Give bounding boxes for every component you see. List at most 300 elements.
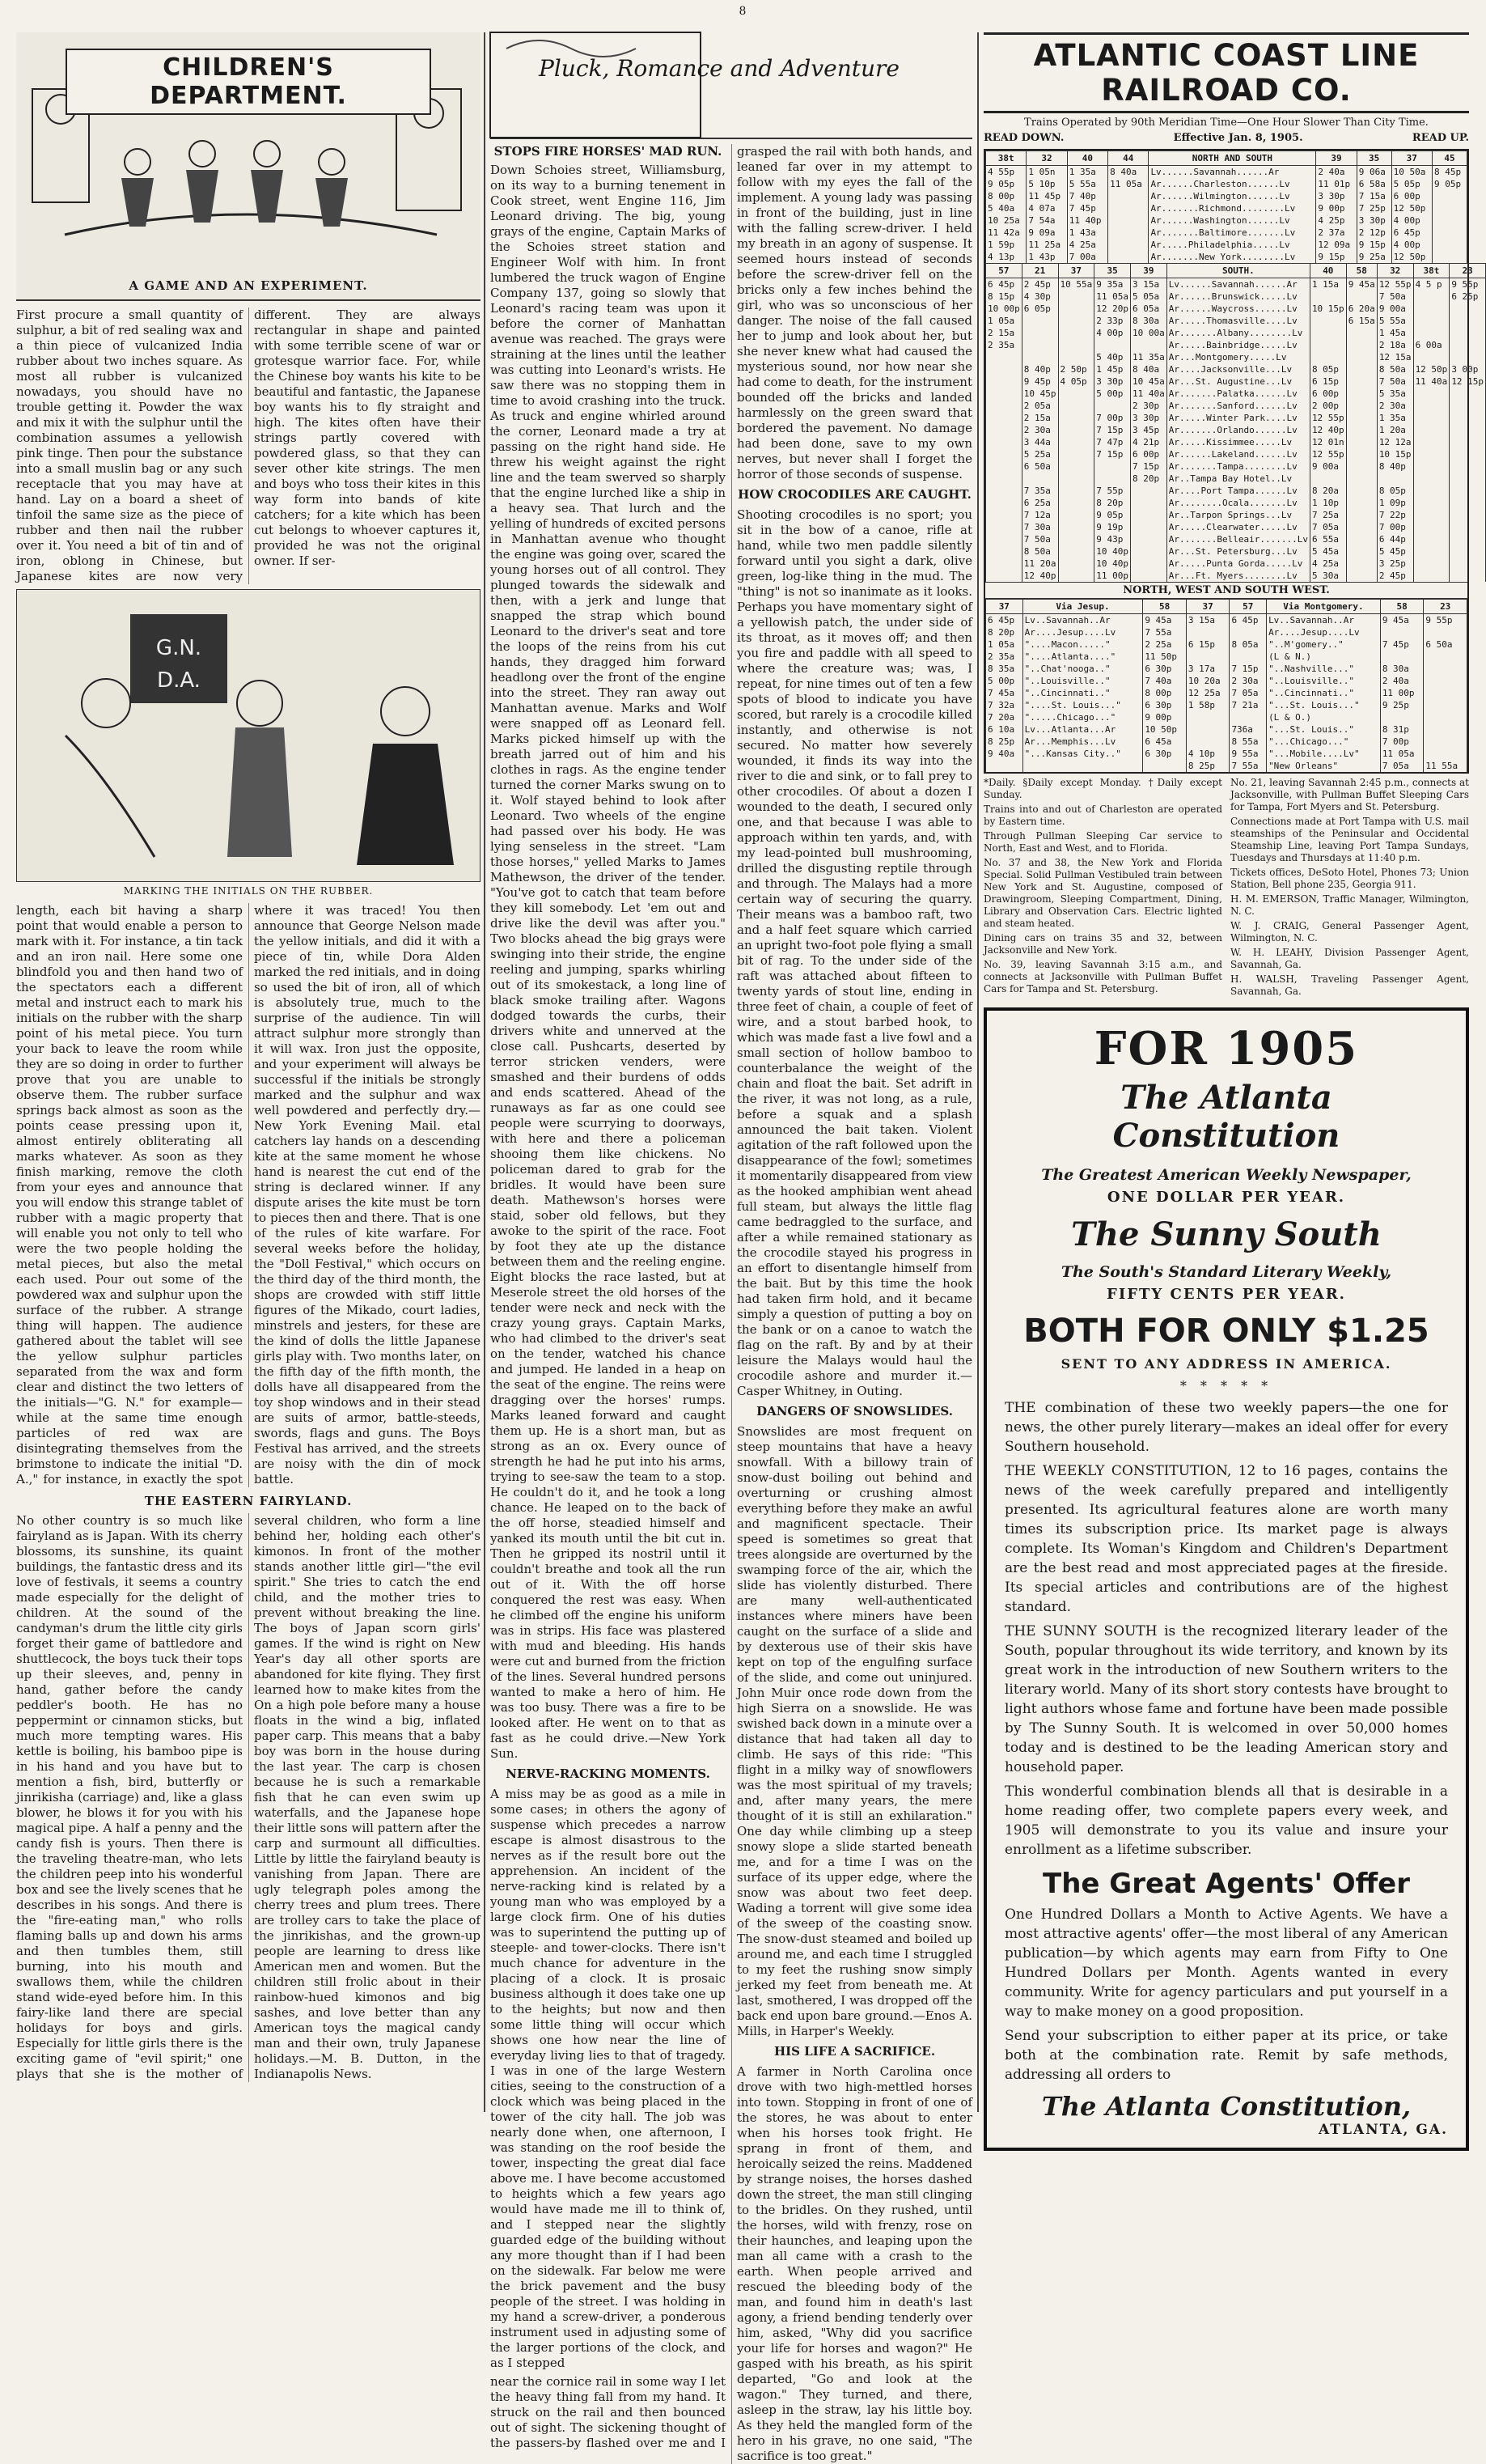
- timetable-time: 8 30a: [1380, 663, 1424, 675]
- timetable-time: [1450, 460, 1486, 473]
- timetable-time: 8 20p: [1094, 497, 1131, 509]
- timetable-time: 3 45p: [1131, 424, 1167, 436]
- timetable-time: [1346, 570, 1377, 582]
- timetable-time: [1450, 509, 1486, 521]
- timetable-time: 3 00p: [1450, 363, 1486, 375]
- timetable-time: 6 15a: [1346, 315, 1377, 327]
- timetable-time: [1346, 448, 1377, 460]
- timetable-station: "..Louisville..": [1022, 675, 1143, 687]
- timetable-time: [986, 460, 1022, 473]
- timetable-column-head: 58: [1346, 264, 1377, 278]
- timetable-time: 8 55a: [1230, 736, 1267, 748]
- timetable-time: [1022, 327, 1058, 339]
- timetable-time: [1413, 412, 1450, 424]
- sacrifice-text: A farmer in North Carolina once drove with two high-mettled horses into town. Stopping in front of one of the stores, he was about to enter when his horses took fright. He sprang in front of them, and heroically seized the reins. Maddened by strange noises, the horses dashed down the street, the man still clinging to the bridles. On they rushed, until the horses, wild with frenzy, rose on their haunches, and leaping upon the man all came with a crash to the earth. When people arrived and rescued the bleeding body of the man, and found him in death's last agony, a friend bending tenderly over him, asked, "Why did you sacrifice your life for horses and wagon?" He gasped with his breath, as his spirit departed, "Go and look at the wagon." They turned, and there, asleep in the straw, lay his little boy. As they held the mangled form of the hero in his grave, no one said, "The sacrifice is too great.": [737, 2064, 972, 2463]
- timetable-time: 6 45p: [986, 278, 1022, 291]
- timetable-time: [1346, 558, 1377, 570]
- timetable-time: [1346, 533, 1377, 545]
- timetable-time: 10 40p: [1094, 558, 1131, 570]
- railroad-note: *Daily. §Daily except Monday. †Daily except Sunday.: [984, 777, 1222, 800]
- timetable-time: 2 35a: [986, 651, 1023, 663]
- timetable-time: 1 35a: [1377, 412, 1413, 424]
- timetable-south: [985, 263, 1486, 582]
- timetable-time: 2 05a: [1022, 400, 1058, 412]
- timetable-time: 4 13p: [986, 251, 1027, 263]
- timetable-time: [1346, 400, 1377, 412]
- timetable-time: 9 25p: [1380, 699, 1424, 711]
- timetable-station: Ar....Jacksonville...Lv: [1166, 363, 1310, 375]
- timetable-time: 4 25a: [1067, 239, 1107, 251]
- timetable-row: [986, 485, 1486, 497]
- timetable-time: 11 00p: [1094, 570, 1131, 582]
- timetable-north-south: [985, 151, 1467, 263]
- timetable-station: Ar.......Tampa........Lv: [1166, 460, 1310, 473]
- timetable-time: [1108, 214, 1149, 227]
- game-heading: A GAME AND AN EXPERIMENT.: [129, 278, 368, 293]
- timetable-time: [1450, 533, 1486, 545]
- railroad-note: H. WALSH, Traveling Passenger Agent, Savannah, Ga.: [1230, 973, 1469, 997]
- timetable-time: 6 00p: [1131, 448, 1167, 460]
- timetable-time: 4 10p: [1186, 748, 1230, 760]
- timetable-time: [1346, 339, 1377, 351]
- svg-text:G.N.: G.N.: [155, 636, 202, 660]
- timetable-time: 11 35a: [1131, 351, 1167, 363]
- timetable-time: 7 22p: [1377, 509, 1413, 521]
- timetable-station: Ar.......Sanford......Lv: [1166, 400, 1310, 412]
- timetable-time: [1058, 388, 1094, 400]
- timetable-station: ".....Chicago...": [1022, 711, 1143, 723]
- timetable-time: 8 20p: [1131, 473, 1167, 485]
- timetable-time: [1346, 291, 1377, 303]
- timetable-row: [986, 190, 1467, 202]
- railroad-note: W. J. CRAIG, General Passenger Agent, Wilmington, N. C.: [1230, 920, 1469, 944]
- timetable-time: 9 45a: [1143, 614, 1187, 627]
- timetable-time: 2 15a: [986, 327, 1022, 339]
- timetable-time: [1058, 327, 1094, 339]
- timetable-column-head: 37: [1391, 151, 1432, 166]
- svg-text:D.A.: D.A.: [157, 668, 201, 693]
- timetable-row: [986, 363, 1486, 375]
- timetable-time: 9 55a: [1230, 748, 1267, 760]
- timetable-time: [1432, 239, 1467, 251]
- timetable: [984, 149, 1484, 774]
- timetable-time: 2 00p: [1310, 400, 1346, 412]
- timetable-time: 1 20a: [1377, 424, 1413, 436]
- ad-body-4: This wonderful combination blends all that is desirable in a home reading offer, two complete papers every week, and 1905 will demonstrate to you its value and insure your enrollment as a lifetime subscriber.: [1005, 1783, 1448, 1858]
- timetable-time: [1058, 460, 1094, 473]
- timetable-time: 2 30a: [1022, 424, 1058, 436]
- timetable-column-head: 37: [986, 600, 1023, 614]
- timetable-time: "New Orleans": [1267, 760, 1381, 772]
- timetable-time: [1424, 723, 1467, 736]
- timetable-row: [986, 412, 1486, 424]
- timetable-time: [1450, 424, 1486, 436]
- timetable-time: [1346, 460, 1377, 473]
- childrens-department-column: [16, 32, 481, 2120]
- timetable-row: [986, 497, 1486, 509]
- timetable-time: 5 55a: [1377, 315, 1413, 327]
- timetable-time: [1424, 687, 1467, 699]
- timetable-time: 7 47p: [1094, 436, 1131, 448]
- timetable-time: 7 00p: [1380, 736, 1424, 748]
- timetable-time: [1108, 227, 1149, 239]
- timetable-time: 6 55a: [1310, 533, 1346, 545]
- timetable-time: [1094, 339, 1131, 351]
- timetable-time: [1450, 521, 1486, 533]
- timetable-time: [1346, 375, 1377, 388]
- fairyland-text: No other country is so much like fairyland as is Japan. With its cherry blossoms, its sunshine, its quaint buildings, the fantastic dress and its love of festivals, it seems a country made especially for the delight of children. At the sound of the candyman's drum the little city girls forget their game of battledore and shuttlecock, the boys tuck their tops up their sleeves, and, penny in hand, gather before the candy peddler's booth. He has no peppermint or cinnamon sticks, but much more tempting wares. His kettle is boiling, his bamboo pipe is in his hand and you have but to mention a fish, bird, butterfly or jinrikisha (carriage) and, like a glass blower, he blows it for you with his magical pipe. A half a penny and the candy fish is yours. Then there is the traveling theatre-man, who lets the children peep into his wonderful box and see the lively scenes that he describes in his songs. And there is the "fire-eating man," who rolls flaming balls up and down his arms and then tumbles them, still burning, into his mouth and swallows them, while the children stand wide-eyed before him. In this fairy-like land there are special holidays for boys and girls. Especially for little girls there is the exciting game of "evil spirit;" one plays that she is the mother of several children, who form a line behind her, holding each other's kimonos. In front of the mother stands another little girl—"the evil spirit." She tries to catch the end child, and the mother tries to prevent without breaking the line. The boys of Japan scorn girls' games. If the wind is right on New Year's day all other sports are abandoned for kite flying. They first learned how to make kites from the On a high pole before many a house floats in the wind a big, inflated paper carp. This means that a baby boy was born in the house during the last year. The carp is chosen because he is such a remarkable fish that he can even swim up waterfalls, and the Japanese hope their little sons will pattern after the carp and surmount all difficulties. Little by little the fairyland beauty is vanishing from Japan. There are ugly telegraph poles among the cherry trees and plum trees. There are trolley cars to take the place of the jinrikishas, and the grown-up people are learning to dress like American men and women. But the children still frolic about in their rainbow-hued kimonos and big sashes, and love better than any American toys the magical candy man and their own, truly Japanese holidays.—M. B. Dutton, in the Indianapolis News.: [16, 1513, 481, 2081]
- timetable-row: [986, 436, 1486, 448]
- timetable-column-head: 23: [1450, 264, 1486, 278]
- timetable-time: 2 30p: [1131, 400, 1167, 412]
- timetable-time: [1310, 291, 1346, 303]
- railroad-note: Dining cars on trains 35 and 32, between Jacksonville and New York.: [984, 932, 1222, 956]
- timetable-time: [1450, 570, 1486, 582]
- timetable-time: 6 00p: [1391, 190, 1432, 202]
- timetable-time: [1131, 485, 1167, 497]
- timetable-time: [1424, 699, 1467, 711]
- timetable-time: 3 15a: [1186, 614, 1230, 627]
- initials-illustration: [16, 589, 481, 882]
- timetable-time: [1413, 545, 1450, 558]
- timetable-row: [986, 570, 1486, 582]
- timetable-time: 10 15p: [1310, 303, 1346, 315]
- timetable-time: 6 45p: [1230, 614, 1267, 627]
- timetable-time: 12 55p: [1377, 278, 1413, 291]
- timetable-time: 6 00a: [1413, 339, 1450, 351]
- timetable-time: 5 45a: [1310, 545, 1346, 558]
- timetable-time: 8 30a: [1131, 315, 1167, 327]
- pluck-romance-body: [490, 144, 972, 2464]
- timetable-station: Ar...Montgomery.....Lv: [1166, 351, 1310, 363]
- timetable-time: 7 54a: [1027, 214, 1067, 227]
- timetable-time: 4 30p: [1022, 291, 1058, 303]
- timetable-time: 2 40a: [1380, 675, 1424, 687]
- timetable-time: 5 40p: [1094, 351, 1131, 363]
- timetable-time: [1413, 351, 1450, 363]
- timetable-time: 3 30p: [1131, 412, 1167, 424]
- timetable-time: 7 45p: [1067, 202, 1107, 214]
- timetable-time: 7 12a: [1022, 509, 1058, 521]
- timetable-station: Lv......Savannah......Ar: [1166, 278, 1310, 291]
- timetable-time: 10 45p: [1022, 388, 1058, 400]
- read-up-label: READ UP.: [1412, 132, 1469, 144]
- rubber-marking-illustration: [17, 590, 480, 881]
- timetable-time: [1346, 363, 1377, 375]
- timetable-time: 1 15a: [1310, 278, 1346, 291]
- timetable-time: [1058, 473, 1094, 485]
- timetable-time: 2 37a: [1316, 227, 1357, 239]
- timetable-time: 7 25p: [1357, 202, 1391, 214]
- timetable-station: Ar..Tampa Bay Hotel..Lv: [1166, 473, 1310, 485]
- timetable-time: [1058, 303, 1094, 315]
- timetable-column-head: 35: [1094, 264, 1131, 278]
- timetable-time: [1058, 351, 1094, 363]
- timetable-time: 7 00p: [1094, 412, 1131, 424]
- timetable-time: [1424, 663, 1467, 675]
- timetable-column-head: 32: [1027, 151, 1067, 166]
- timetable-time: [1131, 521, 1167, 533]
- timetable-time: 12 50p: [1391, 202, 1432, 214]
- timetable-station: Ar....Port Tampa......Lv: [1166, 485, 1310, 497]
- timetable-time: "..M'gomery..": [1267, 638, 1381, 651]
- ad-price-one: ONE DOLLAR PER YEAR.: [1107, 1188, 1346, 1206]
- timetable-time: [1450, 303, 1486, 315]
- ad-signature: The Atlanta Constitution,: [1041, 2090, 1412, 2122]
- timetable-time: 2 40a: [1316, 166, 1357, 179]
- timetable-time: 3 30p: [1357, 214, 1391, 227]
- timetable-time: [986, 473, 1022, 485]
- timetable-column-head: NORTH AND SOUTH: [1149, 151, 1316, 166]
- timetable-time: [1450, 412, 1486, 424]
- effective-date: Effective Jan. 8, 1905.: [1173, 132, 1303, 144]
- timetable-time: [1450, 388, 1486, 400]
- timetable-time: 6 58a: [1357, 178, 1391, 190]
- timetable-time: 4 25a: [1310, 558, 1346, 570]
- crocodiles-heading: HOW CROCODILES ARE CAUGHT.: [738, 487, 972, 502]
- timetable-row: [986, 202, 1467, 214]
- constitution-advertisement: [984, 1007, 1469, 2151]
- timetable-time: "...St. Louis...": [1267, 699, 1381, 711]
- timetable-time: 9 19p: [1094, 521, 1131, 533]
- timetable-time: 9 45a: [1346, 278, 1377, 291]
- timetable-time: [1310, 327, 1346, 339]
- timetable-station: Ar.......Orlando......Lv: [1166, 424, 1310, 436]
- timetable-time: 8 31p: [1380, 723, 1424, 736]
- timetable-time: "..Louisville..": [1267, 675, 1381, 687]
- timetable-time: 11 20a: [1022, 558, 1058, 570]
- timetable-time: 8 00p: [1143, 687, 1187, 699]
- timetable-time: 5 35a: [1377, 388, 1413, 400]
- timetable-time: 6 15p: [1186, 638, 1230, 651]
- timetable-time: 8 45p: [1432, 166, 1467, 179]
- timetable-row: [986, 400, 1486, 412]
- timetable-time: 9 25a: [1357, 251, 1391, 263]
- timetable-time: Ar....Jesup....Lv: [1267, 626, 1381, 638]
- timetable-time: 12 25a: [1186, 687, 1230, 699]
- timetable-time: [1413, 424, 1450, 436]
- ad-stars: * * * * *: [1179, 1377, 1273, 1393]
- ad-agents-body: One Hundred Dollars a Month to Active Agents. We have a most attractive agents' offer—the most liberal of any American publication—by which agents may earn from Fifty to One Hundred Dollars per Month. Agents wanted in every community. Write for agency particulars and put yourself in a way to make money on a good proposition.: [1005, 1906, 1448, 2020]
- timetable-station: "....Atlanta....": [1022, 651, 1143, 663]
- timetable-time: 10 45a: [1131, 375, 1167, 388]
- ad-agents-title: The Great Agents' Offer: [1043, 1867, 1410, 1900]
- timetable-time: [1058, 509, 1094, 521]
- timetable-time: [1413, 509, 1450, 521]
- timetable-time: [1131, 570, 1167, 582]
- timetable-column-head: 58: [1380, 600, 1424, 614]
- timetable-station: Ar...Ft. Myers........Lv: [1166, 570, 1310, 582]
- timetable-row: [986, 448, 1486, 460]
- fairyland-heading: THE EASTERN FAIRYLAND.: [144, 1494, 353, 1508]
- timetable-time: 1 59p: [986, 239, 1027, 251]
- timetable-time: [1346, 473, 1377, 485]
- timetable-time: 8 25p: [986, 736, 1023, 748]
- ad-paper-name: The Atlanta Constitution: [1112, 1078, 1340, 1155]
- timetable-time: [1424, 675, 1467, 687]
- timetable-time: [1058, 448, 1094, 460]
- timetable-time: [1346, 497, 1377, 509]
- timetable-station: Ar.....Clearwater.....Lv: [1166, 521, 1310, 533]
- timetable-time: [1413, 315, 1450, 327]
- timetable-row: [986, 509, 1486, 521]
- timetable-column-head: 37: [1058, 264, 1094, 278]
- pluck-romance-title: Pluck, Romance and Adventure: [539, 55, 900, 82]
- timetable-time: [1058, 315, 1094, 327]
- timetable-row: [986, 699, 1467, 711]
- timetable-time: [1413, 473, 1450, 485]
- timetable-time: 6 10a: [986, 723, 1023, 736]
- timetable-time: 7 55a: [1230, 760, 1267, 772]
- timetable-time: [1346, 327, 1377, 339]
- timetable-time: [1413, 327, 1450, 339]
- timetable-row: [986, 251, 1467, 263]
- timetable-time: [1230, 711, 1267, 723]
- timetable-row: [986, 663, 1467, 675]
- timetable-time: [1346, 424, 1377, 436]
- timetable-time: [1131, 339, 1167, 351]
- timetable-time: [1058, 400, 1094, 412]
- railroad-note: Trains into and out of Charleston are operated by Eastern time.: [984, 804, 1222, 827]
- timetable-time: 4 07a: [1027, 202, 1067, 214]
- timetable-station: Ar.....Philadelphia.....Lv: [1149, 239, 1316, 251]
- pluck-romance-column: [490, 32, 972, 2463]
- railroad-ad-column: [984, 32, 1484, 2138]
- timetable-time: [1413, 533, 1450, 545]
- timetable-time: 11 05a: [1380, 748, 1424, 760]
- timetable-time: 7 05a: [1230, 687, 1267, 699]
- timetable-time: [986, 497, 1022, 509]
- timetable-time: [1346, 436, 1377, 448]
- timetable-time: 5 25a: [1022, 448, 1058, 460]
- timetable-time: 5 05a: [1131, 291, 1167, 303]
- timetable-time: [1108, 251, 1149, 263]
- timetable-time: 7 15p: [1094, 448, 1131, 460]
- timetable-time: [1310, 315, 1346, 327]
- timetable-time: 12 15p: [1450, 375, 1486, 388]
- timetable-station: Ar......Brunswick.....Lv: [1166, 291, 1310, 303]
- timetable-time: 4 00p: [1094, 327, 1131, 339]
- timetable-time: [986, 509, 1022, 521]
- timetable-time: 6 05a: [1131, 303, 1167, 315]
- timetable-row: [986, 760, 1467, 772]
- railroad-note: No. 39, leaving Savannah 3:15 a.m., and connects at Jacksonville with Pullman Buffet Cars for Tampa and St. Petersburg.: [984, 959, 1222, 995]
- timetable-time: 6 44p: [1377, 533, 1413, 545]
- timetable-time: 1 05a: [986, 638, 1023, 651]
- timetable-time: 4 5 p: [1413, 278, 1450, 291]
- timetable-header-row: [986, 264, 1486, 278]
- timetable-station: Ar.......Baltimore.......Lv: [1149, 227, 1316, 239]
- timetable-time: [986, 424, 1022, 436]
- timetable-row: [986, 521, 1486, 533]
- timetable-time: 9 15p: [1316, 251, 1357, 263]
- timetable-station: "....St. Louis...": [1022, 699, 1143, 711]
- timetable-time: 8 35a: [986, 663, 1023, 675]
- timetable-time: 4 05p: [1058, 375, 1094, 388]
- timetable-time: 9 06a: [1357, 166, 1391, 179]
- timetable-time: [1131, 509, 1167, 521]
- timetable-time: 7 15p: [1094, 424, 1131, 436]
- timetable-time: 11 40a: [1131, 388, 1167, 400]
- timetable-row: [986, 339, 1486, 351]
- timetable-time: 4 55p: [986, 166, 1027, 179]
- timetable-time: 2 30a: [1230, 675, 1267, 687]
- timetable-row: [986, 533, 1486, 545]
- timetable-time: [1413, 521, 1450, 533]
- timetable-time: [1432, 202, 1467, 214]
- ad-body-1: THE combination of these two weekly papers—the one for news, the other purely literary—makes an ideal offer for every Southern household.: [1005, 1399, 1448, 1455]
- timetable-time: [1022, 473, 1058, 485]
- timetable-time: [986, 533, 1022, 545]
- timetable-time: [1022, 351, 1058, 363]
- timetable-time: [1058, 545, 1094, 558]
- timetable-time: 2 45p: [1022, 278, 1058, 291]
- timetable-time: 6 50a: [1022, 460, 1058, 473]
- column-rule: [484, 32, 485, 2112]
- timetable-time: 7 25a: [1310, 509, 1346, 521]
- timetable-time: 7 55a: [1143, 626, 1187, 638]
- timetable-time: [1377, 473, 1413, 485]
- timetable-time: 7 40a: [1143, 675, 1187, 687]
- nerve-text: A miss may be as good as a mile in some cases; in others the agony of suspense which precedes a narrow escape is almost disastrous to the nerves as if the result bore out the apprehension. An incident of the nerve-racking kind is related by a young man who was employed by a large clock firm. One of his duties was to superintend the putting up of steeple- and tower-clocks. There isn't much chance for adventure in the placing of a clock. It is prosaic business although it does take one up to the heights; but now and then some little thing will occur which shows one how near the line of everyday living lies to that of tragedy. I was in one of the large Western cities, seeing to the construction of a clock which was being placed in the tower of the city hall. The job was nearly done when, one afternoon, I was standing on the roof beside the tower, inspecting the great dial face above me. I have become accustomed to heights which a few years ago would have made me ill to think of, and I stepped near the slightly guarded edge of the building without any more thought than if I had been on the sidewalk. Far below me were the brick pavement and the busy people of the street. I was holding in my hand a screw-driver, a ponderous instrument used in adjusting some of the larger portions of the clock, and as I stepped: [490, 1787, 726, 2370]
- timetable-time: [1380, 651, 1424, 663]
- timetable-time: "...Mobile....Lv": [1267, 748, 1381, 760]
- timetable-time: 9 15p: [1357, 239, 1391, 251]
- timetable-time: 9 55p: [1450, 278, 1486, 291]
- timetable-station: Lv......Savannah......Ar: [1149, 166, 1316, 179]
- snowslides-heading: DANGERS OF SNOWSLIDES.: [756, 1404, 953, 1419]
- timetable-column-head: 45: [1432, 151, 1467, 166]
- timetable-station: Ar.....Punta Gorda.....Lv: [1166, 558, 1310, 570]
- timetable-time: 10 00a: [1131, 327, 1167, 339]
- timetable-time: 4 00p: [1391, 239, 1432, 251]
- timetable-time: [986, 351, 1022, 363]
- timetable-station: Ar....Jesup....Lv: [1022, 626, 1143, 638]
- ad-both-offer: BOTH FOR ONLY $1.25: [1023, 1312, 1429, 1350]
- timetable-time: 3 30p: [1094, 375, 1131, 388]
- timetable-station: Ar..Tarpon Springs...Lv: [1166, 509, 1310, 521]
- timetable-time: 2 25a: [1143, 638, 1187, 651]
- timetable-time: 11 50p: [1143, 651, 1187, 663]
- timetable-column-head: 38t: [1413, 264, 1450, 278]
- timetable-time: 11 00p: [1380, 687, 1424, 699]
- timetable-time: [1131, 558, 1167, 570]
- timetable-time: [1131, 545, 1167, 558]
- timetable-time: 12 15a: [1377, 351, 1413, 363]
- timetable-row: [986, 227, 1467, 239]
- timetable-time: [1450, 351, 1486, 363]
- column-rule: [977, 32, 979, 2112]
- timetable-station: Ar......Waycross......Lv: [1166, 303, 1310, 315]
- timetable-time: [1424, 711, 1467, 723]
- timetable-row: [986, 178, 1467, 190]
- fire-horses-text: Down Schoies street, Williamsburg, on its way to a burning tenement in Cook street, went Engine 116, Jim Leonard driving. The big, young grays of the engine, Captain Marks of the Schoies street station and Engineer Wolf with him. In front lumbered the truck wagon of Engine Company 137, going so slowly that Leonard's racing team was upon it before the corner of Manhattan avenue was reached. The grays were straining at the lines until the leather was cutting into Leonard's wrists. He saw there was no stopping them in time to avoid crashing into the truck. As truck and engine whirled around the corner, Leonard made a try at passing on the right hand side. He threw his weight against the right line and the team swerved so sharply that the engine lurched like a ship in a heavy sea. That lurch and the yelling of hundreds of excited persons in Manhattan avenue who thought the engine was going over, scared the young horses out of all control. They plunged towards the sidewalk and then, with a jerk and lunge that snapped the strap which bound Leonard to the driver's seat and tore the loops of the reins from his cut hands, they dragged him forward headlong over the front of the engine into the street. They ran away out Manhattan avenue. Marks and Wolf were snapped off as Leonard fell. Marks picked himself up with the breath jarred out of him and his clothes in rags. As the engine tender turned the corner Marks swung on to it. Wolf stayed behind to look after Leonard. Two wheels of the engine had passed over his body. He was lying senseless in the street. "Lam those horses," yelled Marks to James Mathewson, the driver of the tender. "You've got to catch that team before they kill somebody. Let 'em out and drive like the devil was after you." Two blocks ahead the big grays were swinging into their stride, the engine reeling and jumping, sparks whirling out of its smokestack, a long line of black smoke trailing after. Wagons dodged towards the curbs, their drivers white and unnerved at the close call. Pushcarts, deserted by terror stricken venders, were smashed and their burdens of odds and ends scattered. Ahead of the runaways as far as one could see people were scurrying to doorways, with here and there a policeman shooing them like chickens. No policeman dared to grab for the bridles. It would have been sure death. Mathewson's horses were staid, sober old fellows, but they awoke to the spirit of the race. Foot by foot they ate up the distance between them and the reeling engine. Eight blocks the race lasted, but at Meserole street the old horses of the tender were neck and neck with the crazy young grays. Captain Marks, who had climbed to the driver's seat on the tender, watched his chance and jumped. He landed in a heap on the seat of the engine. The reins were dragging over the horses' rumps. Marks leaned forward and caught them up. He is a short man, but as strong as an ox. Every ounce of strength he had he put into his arms, trying to see-saw the team to a stop. He couldn't do it, and he took a long chance. He leaped on to the back of the off horse, steadied himself and yanked its mouth until the bit cut in. Then he gripped its nostril until it couldn't breathe and took all the run out of it. With the off horse conquered the rest was easy. When he climbed off the engine his uniform was in strips. His face was plastered with mud and bleeding. His hands were cut and burned from the friction of the lines. Several hundred persons wanted to make a hero of him. He was too busy. There was a fire to be looked after. He went on to that as fast as he could drive.—New York Sun.: [490, 163, 726, 1761]
- timetable-time: 11 05a: [1108, 178, 1149, 190]
- timetable-time: 7 21a: [1230, 699, 1267, 711]
- timetable-time: 9 09a: [1027, 227, 1067, 239]
- timetable-header-row: [986, 600, 1467, 614]
- timetable-time: "...Chicago...": [1267, 736, 1381, 748]
- fire-horses-heading: STOPS FIRE HORSES' MAD RUN.: [493, 144, 722, 159]
- timetable-row: [986, 388, 1486, 400]
- timetable-time: 6 45a: [1143, 736, 1187, 748]
- timetable-time: [986, 570, 1022, 582]
- timetable-time: 6 50a: [1424, 638, 1467, 651]
- timetable-time: 12 55p: [1310, 412, 1346, 424]
- timetable-time: 12 50p: [1413, 363, 1450, 375]
- timetable-time: 11 40a: [1413, 375, 1450, 388]
- timetable-time: 5 40a: [986, 202, 1027, 214]
